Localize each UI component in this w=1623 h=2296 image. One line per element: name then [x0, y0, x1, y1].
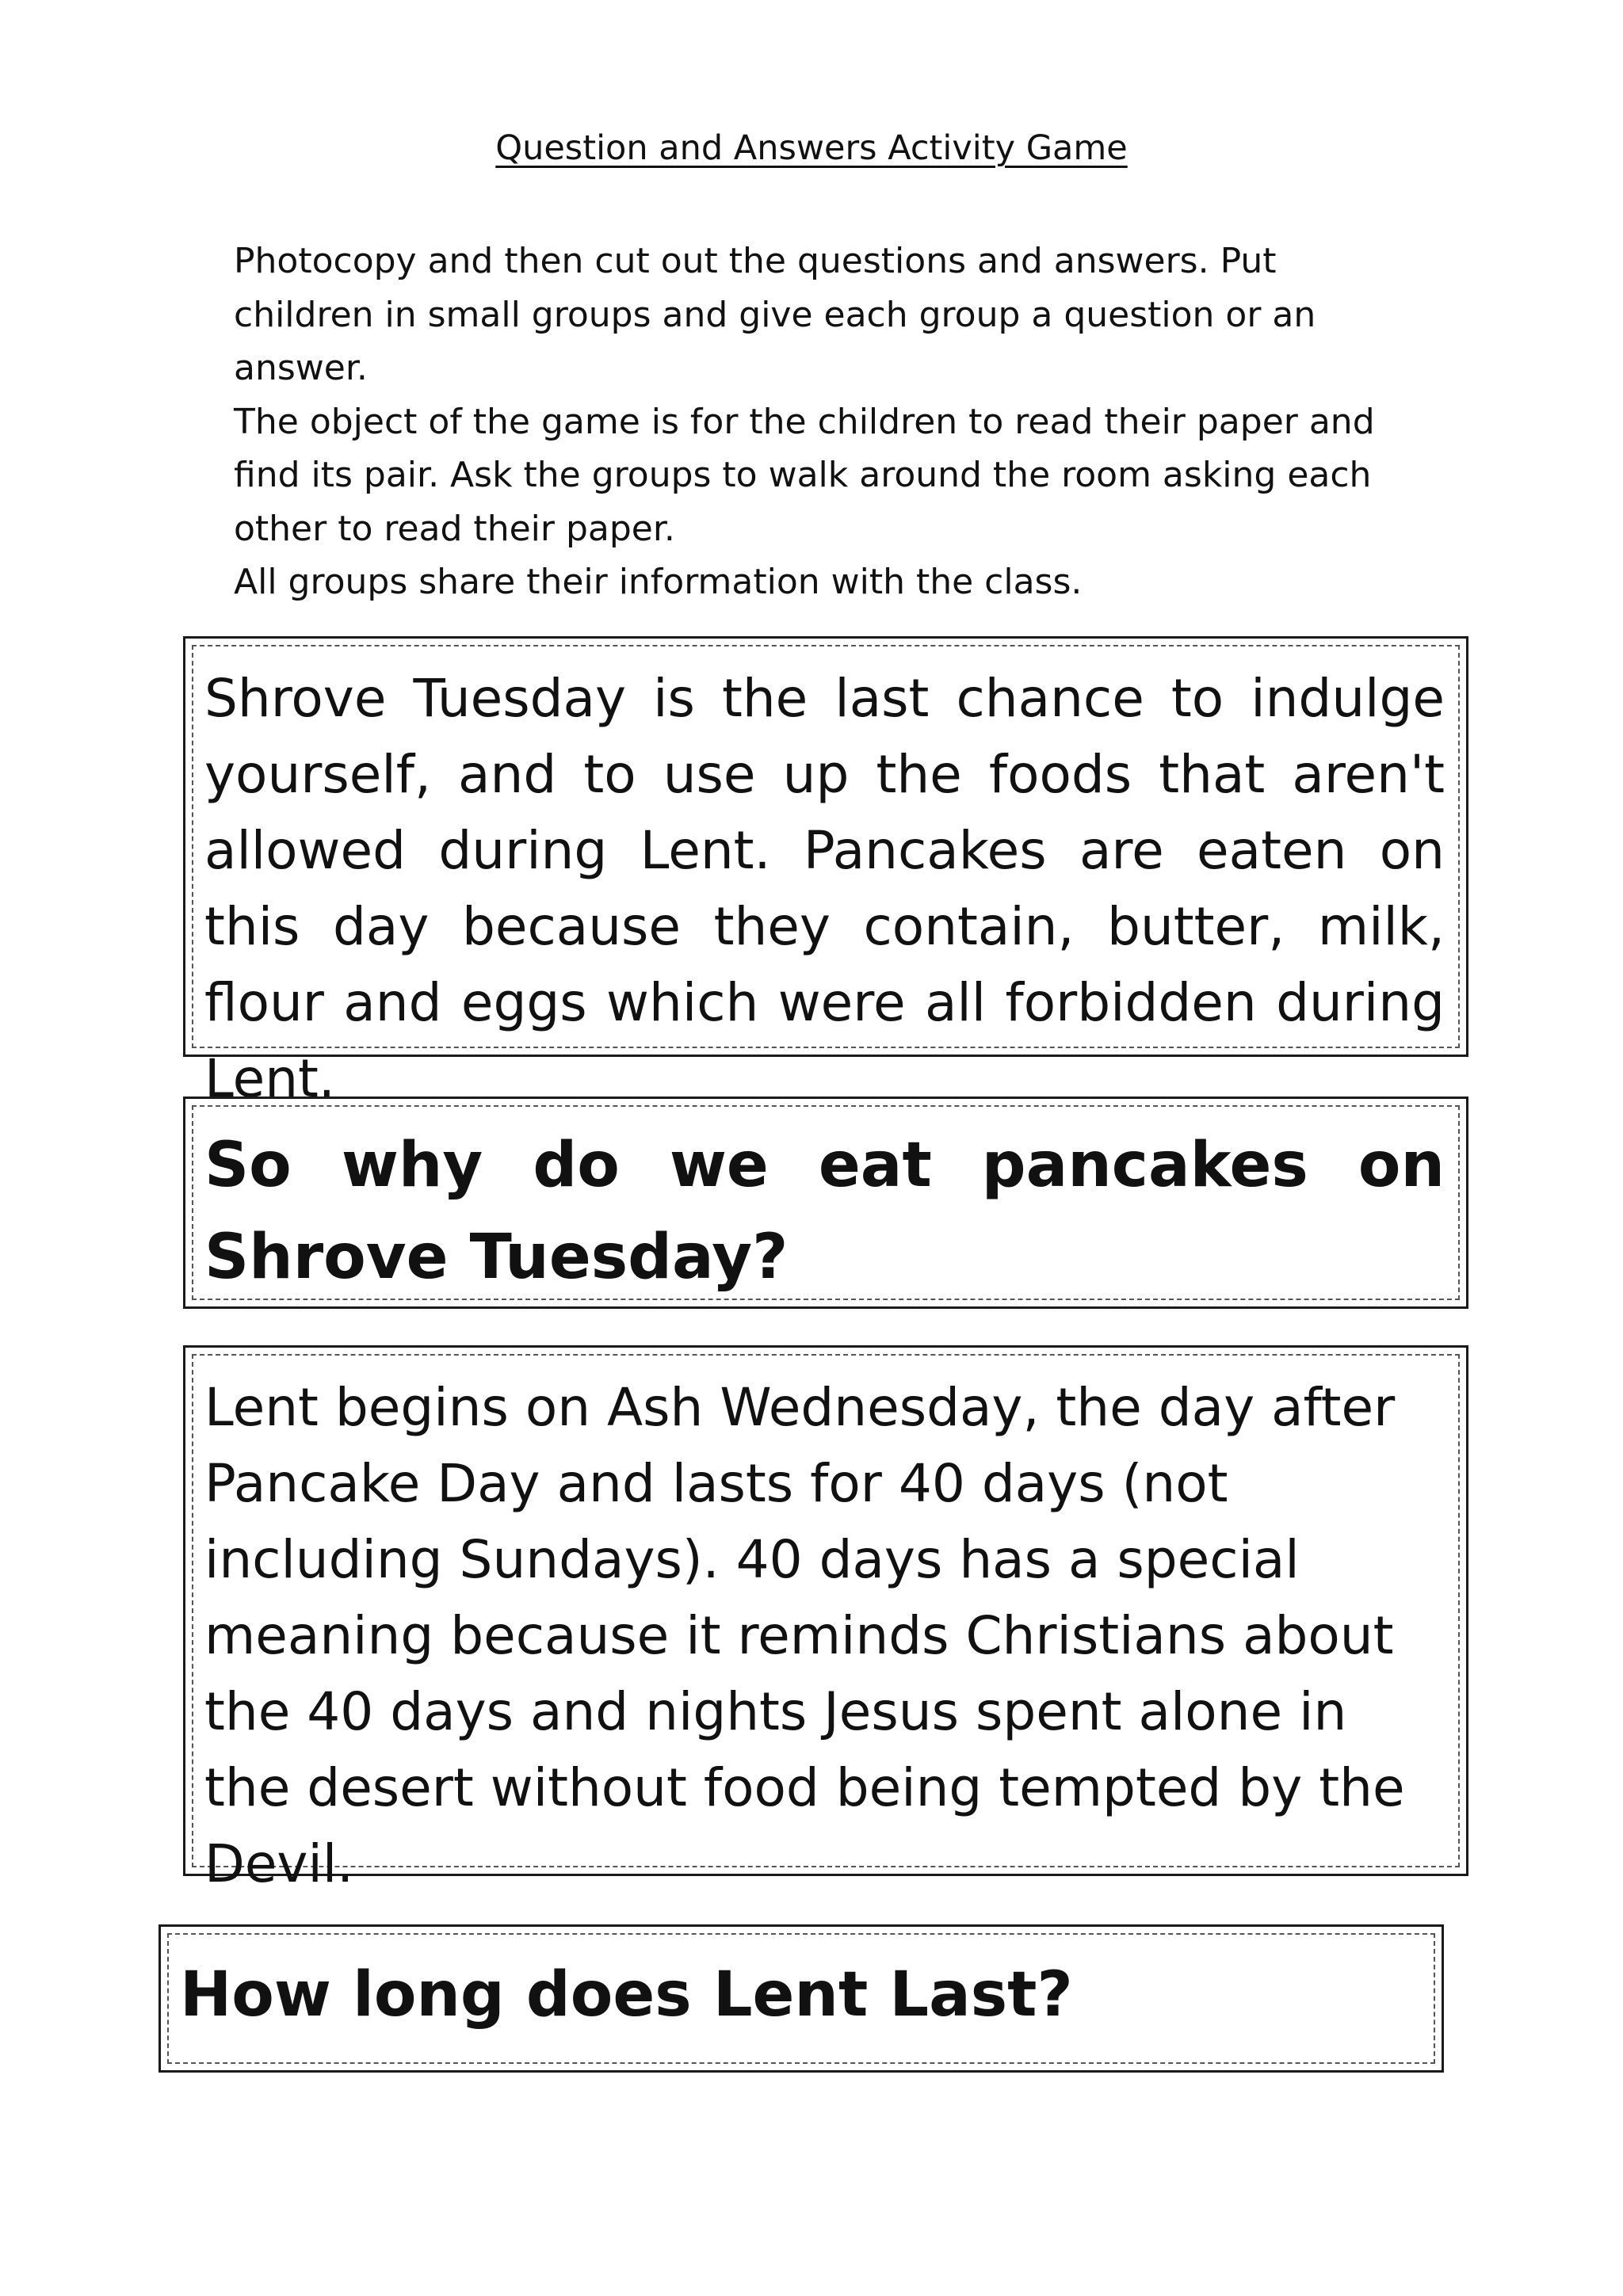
page-title — [0, 127, 1623, 170]
question-card-pancakes — [183, 1097, 1468, 1309]
question-text: So why do we eat pancakes on Shrove Tuesday? — [204, 1130, 1445, 1293]
answer-card-lent — [183, 1345, 1468, 1894]
instruction-paragraph: Photocopy and then cut out the questions and answers. Put children in small groups and give each group a question or an answer. — [234, 241, 1316, 388]
page-title-text: Question and Answers Activity Game — [495, 128, 1128, 168]
instruction-paragraph: All groups share their information with the class. — [234, 562, 1083, 602]
question-text: How long does Lent Last? — [180, 1959, 1073, 2031]
answer-text: Lent begins on Ash Wednesday, the day after Pancake Day and lasts for 40 days (not including Sundays). 40 days has a special meaning because it reminds Christians about the 40 days and nights Jesus spent alone in the desert without food being tempted by the Devil. — [204, 1377, 1405, 1894]
instructions — [234, 235, 1423, 609]
answer-text: Shrove Tuesday is the last chance to indulge yourself, and to use up the foods that aren't allowed during Lent. Pancakes are eaten on this day because they contain, butter, milk, flour and eggs which were all forbidden during Lent. — [204, 668, 1445, 1109]
question-card-lent-length — [158, 1924, 1444, 2073]
answer-card-shrove-tuesday — [183, 636, 1468, 1109]
instruction-paragraph: The object of the game is for the children to read their paper and find its pair. Ask the groups to walk around the room asking each other to read their paper. — [234, 401, 1375, 549]
